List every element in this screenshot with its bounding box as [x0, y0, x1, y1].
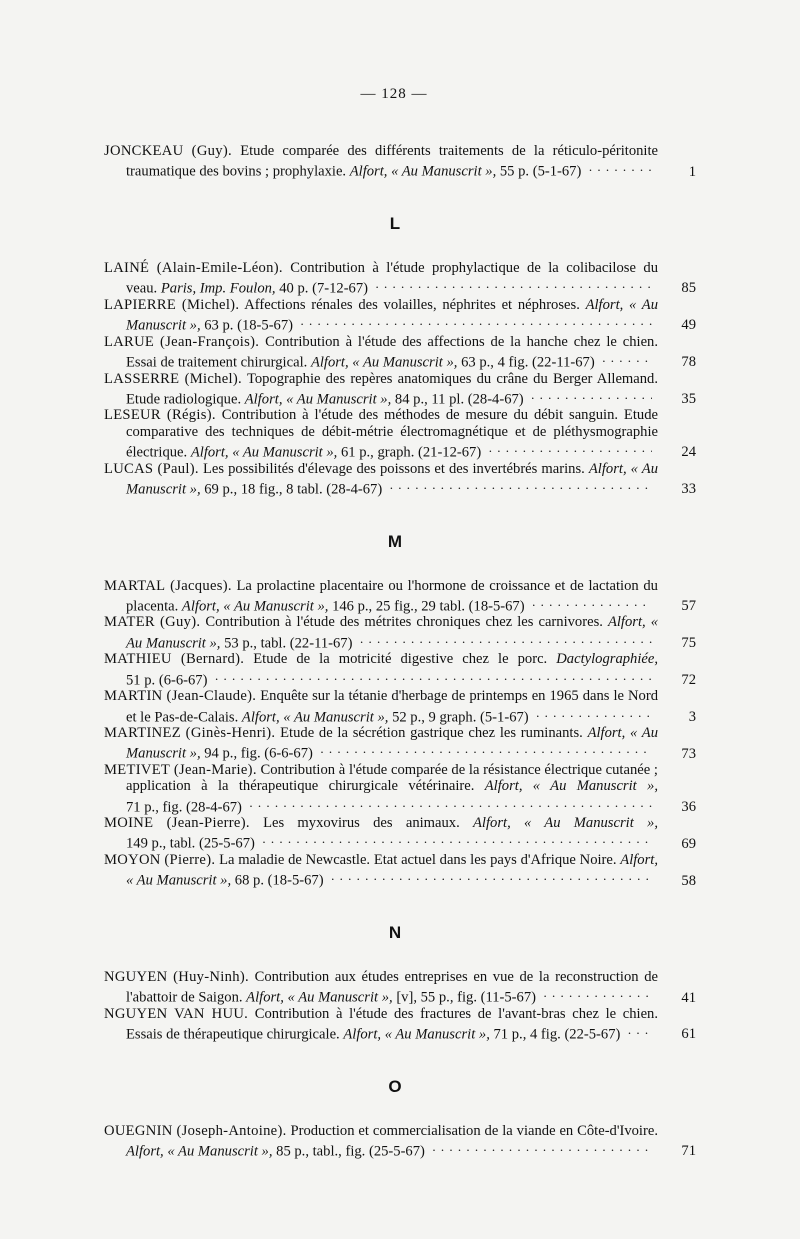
entry-title: Contribution aux études entreprises en vue de la reconstruction de l'abattoir de Saigon.: [126, 968, 658, 1006]
entry-text: [104, 143, 658, 180]
entry-author: LARUE: [104, 333, 155, 350]
entry-page-number: 41: [681, 989, 696, 1006]
entry-publisher: Alfort, « Au Manuscrit »,: [126, 725, 658, 762]
bibliography-entry: [104, 852, 696, 889]
entry-text: [104, 1123, 658, 1160]
entry-author: MARTIN: [104, 688, 163, 705]
entry-title: Contribution à l'étude des affections de la hanche chez le chien. Essai de traitement chirurgical.: [126, 333, 658, 371]
leader-dots: [599, 350, 652, 366]
entry-title: Contribution à l'étude comparée de la résistance électrique cutanée ; application à la thérapeutique chirurgicale vétérinaire.: [126, 761, 658, 795]
entry-author-given: (Paul).: [157, 460, 199, 477]
entry-title: Etude comparée des différents traitements de la réticulo-péritonite traumatique des bovins ; prophylaxie.: [126, 143, 659, 180]
entry-collation: 71 p., 4 fig. (22-5-67): [493, 1026, 621, 1043]
entry-author-given: (Alain-Emile-Léon).: [156, 259, 283, 276]
bibliography-entry: [104, 1006, 696, 1043]
entry-collation: 149 p., tabl. (25-5-67): [126, 835, 255, 852]
leader-dots: [386, 477, 652, 493]
bibliography-entry: [104, 260, 696, 297]
entry-publisher: Alfort, « Au Manuscrit »,: [126, 296, 658, 334]
entry-title: Production et commercialisation de la viande en Côte-d'Ivoire.: [290, 1122, 658, 1139]
entry-text: [104, 651, 658, 688]
entry-publisher: Alfort, « Au Manuscrit »,: [126, 1143, 273, 1160]
entry-author-given: (Jean-Pierre).: [166, 815, 250, 832]
entry-text: [104, 578, 658, 615]
bibliography-entry: [104, 143, 696, 180]
entry-author: MOINE: [104, 815, 154, 832]
entry-author-given: (Jean-François).: [160, 333, 260, 350]
entry-author: MATER: [104, 614, 155, 631]
leader-dots: [317, 741, 652, 757]
entry-publisher: Alfort, « Au Manuscrit »,: [473, 815, 658, 832]
entry-text: [104, 614, 658, 651]
bibliography-entry: [104, 297, 696, 334]
entry-author-given: (Huy-Ninh).: [173, 968, 249, 985]
page-number: — 128 —: [360, 86, 428, 102]
entry-title: Contribution à l'étude des métrites chroniques chez les carnivores.: [205, 614, 603, 631]
entry-author-given: (Pierre).: [164, 852, 216, 869]
entry-details: [235, 873, 324, 889]
entry-author: LASSERRE: [104, 370, 180, 387]
entry-author: JONCKEAU: [104, 143, 184, 159]
entry-publisher: Alfort, « Au Manuscrit »,: [126, 460, 659, 498]
entry-publisher: Paris, Imp. Foulon,: [160, 280, 276, 297]
entry-details: [204, 746, 313, 762]
entry-text: [104, 334, 658, 371]
entry-collation: [v], 55 p., fig. (11-5-67): [396, 989, 537, 1006]
entry-author: NGUYEN VAN HUU.: [104, 1005, 249, 1022]
entry-details: [341, 444, 481, 460]
entry-publisher: Alfort, « Au Manuscrit »,: [349, 163, 497, 180]
entry-publisher: Alfort, « Au Manuscrit »,: [244, 391, 392, 408]
entry-details: [395, 391, 524, 407]
entry-page-number: 57: [681, 598, 696, 615]
leader-dots: [356, 631, 652, 647]
leader-dots: [211, 668, 652, 684]
entry-page-number: 75: [681, 635, 696, 652]
entry-details: [461, 354, 595, 370]
leader-dots: [533, 705, 652, 721]
entry-author: LUCAS: [104, 460, 154, 477]
entry-details: [224, 635, 352, 651]
entry-page-number: 1: [688, 163, 696, 180]
entry-details: [126, 672, 207, 688]
entry-details: [279, 280, 368, 296]
leader-dots: [585, 159, 652, 175]
leader-dots: [624, 1022, 652, 1038]
entry-text: [104, 297, 658, 334]
bibliography-entry: [104, 578, 696, 615]
entry-details: [204, 481, 382, 497]
entry-details: [494, 1026, 621, 1042]
entry-details: [500, 164, 581, 180]
entry-text: [104, 969, 658, 1006]
entry-text: [104, 407, 658, 460]
bibliography-entry: [104, 688, 696, 725]
entry-author-given: (Régis).: [166, 407, 216, 424]
leader-dots: [372, 276, 652, 292]
bibliography-entry: [104, 407, 696, 460]
entry-collation: 85 p., tabl., fig. (25-5-67): [276, 1143, 425, 1160]
leader-dots: [328, 868, 652, 884]
entry-page-number: 58: [681, 872, 696, 889]
section-letter: N: [388, 922, 402, 942]
leader-dots: [259, 831, 652, 847]
entry-publisher: Alfort, « Au Manuscrit »,: [484, 778, 659, 795]
entry-publisher: Alfort, « Au Manuscrit »,: [241, 708, 389, 725]
bibliography-entry: [104, 969, 696, 1006]
section-letter: M: [387, 531, 403, 551]
leader-dots: [528, 387, 652, 403]
section: [104, 532, 696, 889]
entry-author-given: (Joseph-Antoine).: [176, 1122, 287, 1139]
entry-author: MARTINEZ: [104, 725, 181, 742]
leader-dots: [429, 1139, 652, 1155]
entry-title: Contribution à l'étude des méthodes de mesure du débit sanguin. Etude comparative des techniques de débit-métrie électromagnétique et de pléthysmographie électrique.: [126, 407, 658, 461]
entry-page-number: 49: [681, 317, 696, 334]
entry-text: [104, 371, 658, 408]
section: [104, 1077, 696, 1160]
entry-author: NGUYEN: [104, 968, 168, 985]
entry-title: La maladie de Newcastle. Etat actuel dans les pays d'Afrique Noire.: [219, 852, 617, 869]
entry-page-number: 61: [681, 1026, 696, 1043]
entry-publisher: Alfort, « Au Manuscrit »,: [310, 354, 458, 371]
entry-author-given: (Guy).: [160, 614, 201, 631]
entry-collation: 94 p., fig. (6-6-67): [204, 745, 313, 762]
bibliography-entry: [104, 1123, 696, 1160]
entry-text: [104, 725, 658, 762]
entry-collation: 63 p. (18-5-67): [204, 317, 294, 334]
entry-publisher: Alfort, « Au Manuscrit »,: [126, 852, 658, 889]
entry-text: [104, 815, 658, 852]
entry-publisher: Alfort, « Au Manuscrit »,: [190, 444, 338, 461]
bibliography-entry: [104, 651, 696, 688]
entry-author-given: (Bernard).: [180, 651, 245, 668]
entry-author-given: (Jacques).: [170, 577, 232, 594]
entry-author: MARTAL: [104, 577, 166, 594]
entry-page-number: 85: [681, 280, 696, 297]
entry-text: [104, 1006, 658, 1043]
entry-details: [126, 799, 242, 815]
entry-collation: 55 p. (5-1-67): [499, 163, 582, 180]
leader-dots: [485, 440, 652, 456]
entry-collation: 63 p., 4 fig. (22-11-67): [461, 354, 595, 371]
entry-publisher: Alfort, « Au Manuscrit »,: [246, 989, 393, 1006]
entry-title: La prolactine placentaire ou l'hormone de croissance et de lactation du placenta.: [126, 577, 658, 615]
entry-details: [392, 709, 529, 725]
entry-title: Enquête sur la tétanie d'herbage de printemps en 1965 dans le Nord et le Pas-de-Calais.: [126, 688, 659, 725]
entry-publisher: Alfort, « Au Manuscrit »,: [181, 598, 329, 615]
section-letter: L: [389, 213, 401, 233]
entry-title: Les possibilités d'élevage des poissons et des invertébrés marins.: [202, 460, 585, 477]
section-letter: O: [388, 1076, 402, 1096]
entry-details: [204, 317, 293, 333]
entry-text: [104, 260, 658, 297]
entry-details: [396, 990, 536, 1006]
leader-dots: [246, 795, 652, 811]
entry-text: [104, 688, 658, 725]
entry-details: [126, 836, 255, 852]
entry-title: Les myxovirus des animaux.: [263, 815, 460, 832]
entry-collation: 71 p., fig. (28-4-67): [126, 798, 242, 815]
bibliography-entry: [104, 614, 696, 651]
entry-page-number: 69: [681, 835, 696, 852]
entry-details: [332, 598, 525, 614]
bibliography-entry: [104, 461, 696, 498]
entry-author-given: (Jean-Claude).: [166, 688, 257, 705]
entry-page-number: 35: [681, 391, 696, 408]
entry-page-number: 33: [681, 481, 696, 498]
entry-author: METIVET: [104, 761, 171, 778]
entry-title: Etude de la motricité digestive chez le porc.: [253, 651, 548, 668]
section: [104, 214, 696, 498]
entry-collation: 69 p., 18 fig., 8 tabl. (28-4-67): [204, 481, 383, 498]
leader-dots: [529, 594, 652, 610]
bibliography-entry: [104, 762, 696, 815]
entry-title: Contribution à l'étude prophylactique de la colibacilose du veau.: [126, 259, 658, 297]
entry-page-number: 78: [681, 354, 696, 371]
entry-text: [104, 762, 658, 815]
entry-collation: 51 p. (6-6-67): [126, 671, 208, 688]
entry-author: MOYON: [104, 852, 161, 869]
entry-author-given: (Jean-Marie).: [173, 761, 257, 778]
entry-text: [104, 852, 658, 889]
entry-title: Contribution à l'étude des fractures de l'avant-bras chez le chien. Essais de thérapeutique chirurgicale.: [126, 1005, 659, 1043]
bibliography-entry: [104, 725, 696, 762]
entry-collation: 68 p. (18-5-67): [234, 872, 324, 889]
leader-dots: [297, 313, 652, 329]
entry-author-given: (Michel).: [184, 370, 242, 387]
entry-author: OUEGNIN: [104, 1122, 173, 1139]
entry-publisher: Dactylographiée,: [556, 651, 658, 668]
section: [104, 143, 696, 180]
entry-author: MATHIEU: [104, 651, 172, 668]
bibliography-entry: [104, 371, 696, 408]
entry-page-number: 71: [681, 1143, 696, 1160]
entry-author-given: (Ginès-Henri).: [185, 725, 276, 742]
entry-collation: 52 p., 9 graph. (5-1-67): [392, 708, 529, 725]
bibliography-entry: [104, 334, 696, 371]
section: [104, 923, 696, 1043]
bibliography-sections: [104, 143, 696, 1160]
entry-collation: 84 p., 11 pl. (28-4-67): [394, 391, 524, 408]
entry-page-number: 3: [688, 708, 696, 725]
entry-collation: 53 p., tabl. (22-11-67): [224, 635, 353, 652]
entry-collation: 40 p. (7-12-67): [279, 280, 369, 297]
entry-title: Topographie des repères anatomiques du crâne du Berger Allemand. Etude radiologique.: [126, 370, 658, 408]
entry-author-given: (Michel).: [181, 296, 240, 313]
entry-collation: 146 p., 25 fig., 29 tabl. (18-5-67): [332, 598, 525, 615]
entry-publisher: Alfort, « Au Manuscrit »,: [343, 1026, 490, 1043]
entry-page-number: 72: [681, 671, 696, 688]
entry-author-given: (Guy).: [191, 143, 232, 159]
entry-author: LAINÉ: [104, 259, 150, 276]
entry-publisher: Alfort, « Au Manuscrit »,: [126, 614, 658, 652]
bibliography-page: [104, 86, 696, 1160]
entry-page-number: 24: [681, 444, 696, 461]
entry-title: Etude de la sécrétion gastrique chez les ruminants.: [280, 725, 583, 742]
entry-author: LESEUR: [104, 407, 161, 424]
entry-collation: 61 p., graph. (21-12-67): [340, 444, 482, 461]
leader-dots: [540, 985, 652, 1001]
entry-title: Affections rénales des volailles, néphrites et néphroses.: [244, 296, 580, 313]
entry-author: LAPIERRE: [104, 296, 177, 313]
entry-details: [276, 1143, 425, 1159]
entry-page-number: 36: [681, 798, 696, 815]
entry-text: [104, 461, 658, 498]
entry-page-number: 73: [681, 745, 696, 762]
bibliography-entry: [104, 815, 696, 852]
